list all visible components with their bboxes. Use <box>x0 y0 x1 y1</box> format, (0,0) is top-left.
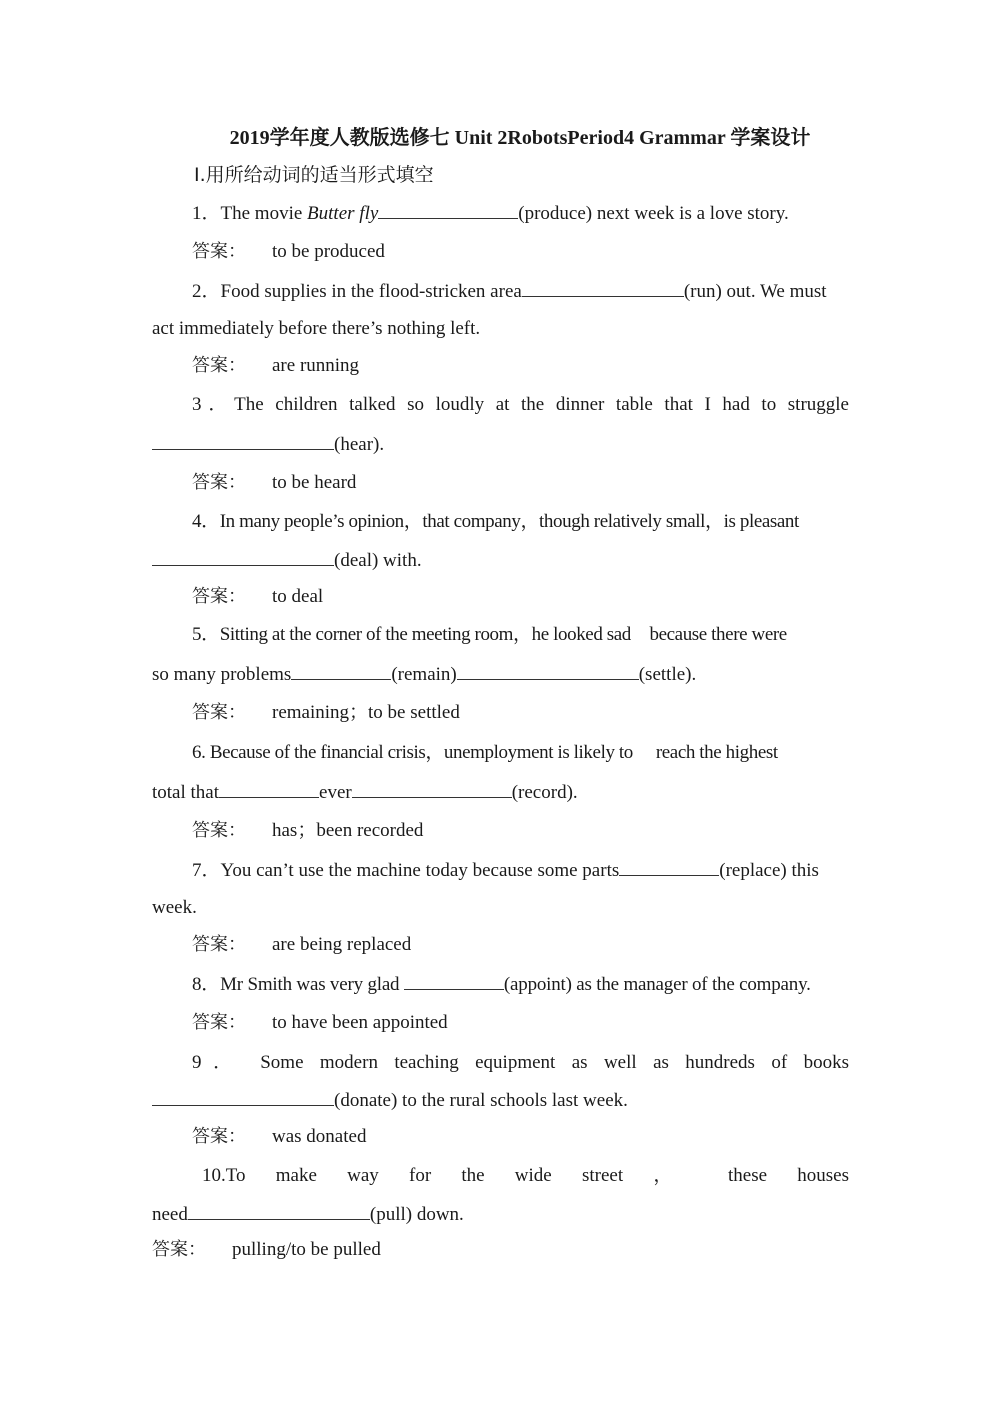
question-7 <box>152 857 849 884</box>
question-text: The movie <box>220 203 308 224</box>
verb-hint: (remain) <box>391 664 457 685</box>
question-number: 5． <box>192 624 220 645</box>
question-number: 7． <box>192 860 221 881</box>
answer-label: 答案： <box>192 1126 246 1147</box>
answer-blank[interactable] <box>457 661 639 680</box>
question-text: ever <box>319 782 352 803</box>
document-title: 2019学年度人教版选修七 Unit 2RobotsPeriod4 Grammar 学案设计 <box>229 127 811 149</box>
answer-text: was donated <box>272 1126 367 1147</box>
answer-3 <box>152 470 849 496</box>
answer-label: 答案： <box>192 355 246 376</box>
answer-text: pulling/to be pulled <box>232 1239 381 1260</box>
verb-hint: (deal) with. <box>334 550 422 571</box>
answer-blank[interactable] <box>619 857 719 876</box>
question-text: You can’t use the machine today because some parts <box>220 860 620 881</box>
question-number: 10. <box>202 1165 226 1186</box>
question-number: 8． <box>192 974 221 995</box>
verb-hint: (pull) down. <box>369 1204 464 1225</box>
question-5-continued <box>152 661 849 688</box>
question-number: 3． <box>192 394 235 415</box>
answer-label: 答案： <box>192 1012 246 1033</box>
answer-5 <box>152 700 849 726</box>
question-text: To make way for the wide street ， these houses <box>225 1165 849 1186</box>
question-6-continued <box>152 779 849 806</box>
question-text: The children talked so loudly at the dinner table that I had to struggle <box>234 394 849 415</box>
answer-6 <box>152 818 849 844</box>
answer-blank[interactable] <box>152 1087 334 1106</box>
answer-7 <box>152 932 849 958</box>
verb-hint: (donate) to the rural schools last week. <box>334 1090 628 1111</box>
question-number: 9． <box>192 1052 244 1073</box>
answer-label: 答案： <box>192 241 246 262</box>
answer-label: 答案： <box>192 586 246 607</box>
question-4-continued <box>152 547 849 574</box>
answer-4 <box>152 584 849 610</box>
question-3 <box>152 392 849 418</box>
answer-text: are running <box>272 355 360 376</box>
question-text: Mr Smith was very glad <box>220 974 404 995</box>
answer-1 <box>152 239 849 265</box>
verb-hint: (replace) this <box>719 860 819 881</box>
answer-text: to deal <box>272 586 324 607</box>
question-text: total that <box>152 782 220 803</box>
answer-blank[interactable] <box>219 779 319 798</box>
answer-blank[interactable] <box>404 971 504 990</box>
answer-10 <box>152 1237 849 1263</box>
answer-text: to have been appointed <box>272 1012 448 1033</box>
answer-label: 答案： <box>192 702 246 723</box>
question-7-continued: week. <box>152 897 197 918</box>
answer-text: has；been recorded <box>272 820 424 841</box>
answer-blank[interactable] <box>152 547 334 566</box>
question-text: Because of the financial crisis，unemployment is likely to reach the highest <box>209 742 778 763</box>
verb-hint: (settle). <box>638 664 697 685</box>
question-text: Sitting at the corner of the meeting room，he looked sad because there were <box>219 624 787 645</box>
answer-text: to be heard <box>272 472 357 493</box>
answer-text: remaining；to be settled <box>272 702 460 723</box>
question-text: Some modern teaching equipment as well as hundreds of books <box>260 1052 849 1073</box>
answer-blank[interactable] <box>291 661 391 680</box>
answer-2 <box>152 353 849 379</box>
question-text: need <box>152 1204 188 1225</box>
answer-text: to be produced <box>272 241 385 262</box>
answer-blank[interactable] <box>152 431 334 450</box>
answer-blank[interactable] <box>378 200 518 219</box>
movie-title: Butter fly <box>307 203 379 224</box>
question-6 <box>152 740 849 766</box>
question-9-continued <box>152 1087 849 1114</box>
question-text: so many problems <box>152 664 292 685</box>
verb-hint: (produce) next week is a love story. <box>518 203 789 224</box>
question-2 <box>152 278 849 305</box>
answer-label: 答案： <box>192 472 246 493</box>
question-4 <box>152 509 849 535</box>
verb-hint: (appoint) as the manager of the company. <box>503 974 811 995</box>
answer-8 <box>152 1010 849 1036</box>
answer-blank[interactable] <box>188 1201 370 1220</box>
question-1 <box>152 200 849 227</box>
question-text: In many people’s opinion，that company，though relatively small，is pleasant <box>219 511 799 532</box>
question-text: Food supplies in the flood-stricken area <box>220 281 522 302</box>
question-number: 2． <box>192 281 221 302</box>
answer-9 <box>152 1124 849 1150</box>
question-8 <box>152 971 849 998</box>
answer-blank[interactable] <box>522 278 684 297</box>
question-3-continued <box>152 431 849 458</box>
answer-label: 答案： <box>192 934 246 955</box>
question-5 <box>152 622 849 648</box>
verb-hint: (record). <box>511 782 578 803</box>
answer-text: are being replaced <box>272 934 412 955</box>
question-10-continued <box>152 1201 849 1228</box>
section-heading: Ⅰ.用所给动词的适当形式填空 <box>194 164 434 186</box>
answer-label: 答案： <box>192 820 246 841</box>
question-number: 4． <box>192 511 220 532</box>
question-9 <box>152 1050 849 1076</box>
question-2-continued: act immediately before there’s nothing left. <box>152 318 481 339</box>
answer-label: 答案： <box>152 1239 206 1260</box>
question-number: 6. <box>192 742 210 763</box>
verb-hint: (run) out. We must <box>683 281 827 302</box>
question-10 <box>152 1163 849 1189</box>
question-number: 1． <box>192 203 221 224</box>
answer-blank[interactable] <box>352 779 512 798</box>
verb-hint: (hear). <box>334 434 385 455</box>
